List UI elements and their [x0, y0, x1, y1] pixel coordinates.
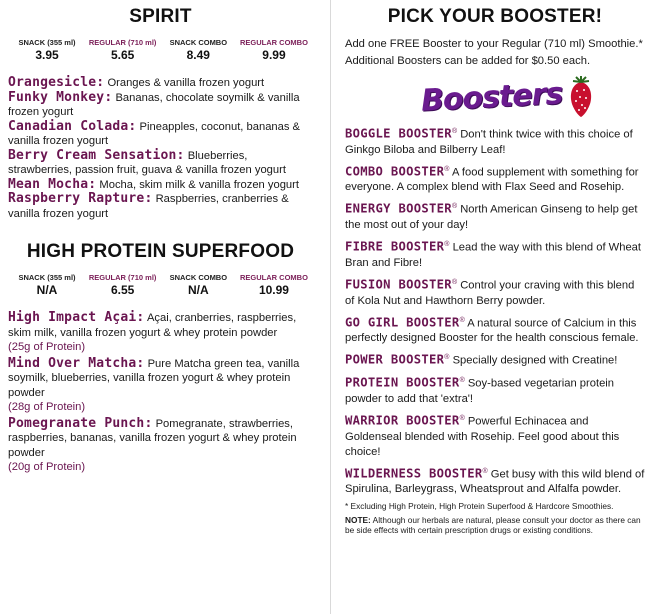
- menu-item: [8, 76, 313, 91]
- item-name: Orangesicle:: [8, 75, 105, 90]
- registered-mark: ®: [459, 316, 465, 324]
- booster-desc: Control your craving with this blend of Kola Nut and Hawthorn Berry powder.: [345, 279, 635, 307]
- boosters-logo-text: Boosters: [420, 75, 564, 119]
- column-divider: [330, 0, 331, 614]
- menu-item: [8, 149, 313, 178]
- boosters-logo: [421, 76, 645, 118]
- item-desc: Raspberries, cranberries & vanilla frozen yogurt: [8, 193, 289, 220]
- price-label: REGULAR (710 ml): [88, 38, 157, 47]
- spirit-price-snack-combo: [163, 38, 233, 62]
- price-label: REGULAR COMBO: [240, 38, 308, 47]
- item-name: Canadian Colada:: [8, 118, 137, 134]
- item-name: Pomegranate Punch:: [8, 415, 153, 431]
- protein-amount: (28g of Protein): [8, 401, 86, 413]
- protein-price-snack: [12, 273, 82, 297]
- booster-desc: A food supplement with something for everyone. A complex blend with Flax Seed and Rosehip.: [345, 166, 639, 194]
- price-label: REGULAR (710 ml): [88, 273, 157, 282]
- strawberry-icon: [566, 76, 596, 118]
- footnote: * Excluding High Protein, High Protein Superfood & Hardcore Smoothies.: [345, 501, 614, 512]
- protein-amount: (20g of Protein): [8, 461, 86, 473]
- price-value: 6.55: [110, 283, 135, 297]
- booster-intro-line1: Add one FREE Booster to your Regular (710 ml) Smoothie.*: [345, 38, 643, 50]
- booster-item: [345, 411, 645, 460]
- booster-desc: Specially designed with Creatine!: [452, 355, 618, 368]
- booster-item: [345, 199, 645, 233]
- booster-desc: Soy-based vegetarian protein powder to add that 'extra'!: [345, 377, 614, 405]
- item-name: Mind Over Matcha:: [8, 355, 145, 371]
- protein-price-row: [8, 273, 313, 297]
- booster-name: COMBO BOOSTER: [345, 164, 445, 179]
- menu-item: [8, 417, 313, 475]
- booster-name: WARRIOR BOOSTER: [345, 413, 460, 428]
- price-value: 8.49: [186, 48, 210, 62]
- booster-name: BOGGLE BOOSTER: [345, 126, 452, 141]
- spirit-items: [8, 76, 313, 221]
- booster-desc: Lead the way with this blend of Wheat Bran and Fibre!: [345, 241, 642, 269]
- booster-desc: Powerful Echinacea and Goldenseal blended with Rosehip. Feel good about this choice!: [345, 415, 620, 458]
- menu-item: [8, 192, 313, 221]
- booster-intro: [345, 36, 645, 70]
- item-name: Mean Mocha:: [8, 176, 97, 192]
- menu-item: [8, 357, 313, 415]
- booster-desc: A natural source of Calcium in this perfectly designed Booster for the health conscious female.: [345, 317, 639, 345]
- menu-item: [8, 311, 313, 355]
- spirit-price-row: [8, 38, 313, 62]
- registered-mark: ®: [482, 467, 488, 475]
- registered-mark: ®: [459, 377, 465, 385]
- menu-item: [8, 178, 313, 193]
- note-label: NOTE:: [345, 514, 371, 525]
- spirit-price-snack: [12, 38, 82, 62]
- registered-mark: ®: [444, 354, 450, 362]
- price-value: 5.65: [110, 48, 135, 62]
- booster-title: PICK YOUR BOOSTER!: [387, 6, 603, 27]
- booster-intro-line2: Additional Boosters can be added for $0.50 each.: [345, 55, 591, 67]
- price-value: 10.99: [258, 283, 289, 297]
- item-desc: Blueberries, strawberries, passion fruit, guava & vanilla frozen yogurt: [8, 149, 286, 176]
- spirit-price-regular: [88, 38, 158, 62]
- price-label: SNACK (355 ml): [18, 38, 76, 47]
- spirit-title: SPIRIT: [129, 6, 192, 27]
- booster-item: [345, 350, 645, 369]
- price-value: N/A: [36, 283, 58, 297]
- protein-title: HIGH PROTEIN SUPERFOOD: [26, 241, 295, 262]
- item-name: High Impact Açai:: [8, 310, 145, 325]
- item-desc: Bananas, chocolate soymilk & vanilla frozen yogurt: [8, 91, 300, 118]
- price-label: SNACK (355 ml): [18, 273, 76, 282]
- booster-name: GO GIRL BOOSTER: [345, 315, 460, 330]
- registered-mark: ®: [451, 278, 458, 286]
- booster-desc: North American Ginseng to help get the most out of your day!: [345, 204, 638, 232]
- booster-item: [345, 237, 645, 271]
- item-desc: Oranges & vanilla frozen yogurt: [107, 77, 265, 89]
- item-desc: Pomegranate, strawberries, raspberries, bananas, vanilla frozen yogurt & whey protein powder: [8, 417, 297, 459]
- booster-item: [345, 373, 645, 407]
- booster-name: POWER BOOSTER: [345, 353, 445, 368]
- item-name: Berry Cream Sensation:: [8, 147, 185, 163]
- protein-items: [8, 311, 313, 475]
- note-text: Although our herbals are natural, please consult your doctor as there can be side effects with certain prescription drugs or existing conditions.: [345, 514, 641, 536]
- booster-item: [345, 275, 645, 309]
- registered-mark: ®: [451, 128, 458, 135]
- booster-item: [345, 162, 645, 196]
- item-desc: Mocha, skim milk & vanilla frozen yogurt: [99, 178, 299, 191]
- menu-item: [8, 91, 313, 120]
- price-label: SNACK COMBO: [169, 273, 228, 282]
- booster-name: FIBRE BOOSTER: [345, 239, 445, 254]
- price-value: 3.95: [35, 48, 59, 62]
- price-label: REGULAR COMBO: [240, 273, 308, 282]
- registered-mark: ®: [459, 414, 465, 422]
- booster-desc: Get busy with this wild blend of Spirulina, Barleygrass, Wheatsprout and Alfalfa powder.: [345, 468, 645, 496]
- item-desc: Açai, cranberries, raspberries, skim milk, vanilla frozen yogurt & whey protein powder: [8, 312, 297, 339]
- spirit-price-regular-combo: [239, 38, 309, 62]
- booster-desc: Don't think twice with this choice of Ginkgo Biloba and Bilberry Leaf!: [345, 128, 633, 156]
- protein-price-regular: [88, 273, 158, 297]
- booster-name: ENERGY BOOSTER: [345, 202, 452, 217]
- booster-name: PROTEIN BOOSTER: [345, 375, 460, 390]
- right-column: [345, 6, 645, 536]
- note: [345, 515, 645, 536]
- protein-price-snack-combo: [163, 273, 233, 297]
- item-desc: Pure Matcha green tea, vanilla soymilk, blueberries, vanilla frozen yogurt & whey protein powder: [8, 357, 300, 399]
- registered-mark: ®: [444, 165, 450, 173]
- booster-item: [345, 124, 645, 158]
- item-name: Raspberry Rapture:: [8, 191, 153, 206]
- item-desc: Pineapples, coconut, bananas & vanilla frozen yogurt: [8, 120, 301, 147]
- left-column: [8, 6, 313, 475]
- price-value: N/A: [187, 283, 209, 297]
- booster-item: [345, 464, 645, 498]
- booster-item: [345, 313, 645, 347]
- registered-mark: ®: [451, 203, 458, 211]
- menu-item: [8, 120, 313, 149]
- registered-mark: ®: [444, 241, 450, 249]
- booster-list: [345, 124, 645, 497]
- protein-price-regular-combo: [239, 273, 309, 297]
- price-value: 9.99: [262, 48, 286, 62]
- booster-name: FUSION BOOSTER: [345, 277, 452, 292]
- price-label: SNACK COMBO: [169, 38, 228, 47]
- protein-amount: (25g of Protein): [8, 341, 86, 353]
- booster-name: WILDERNESS BOOSTER: [345, 466, 483, 481]
- item-name: Funky Monkey:: [8, 89, 113, 105]
